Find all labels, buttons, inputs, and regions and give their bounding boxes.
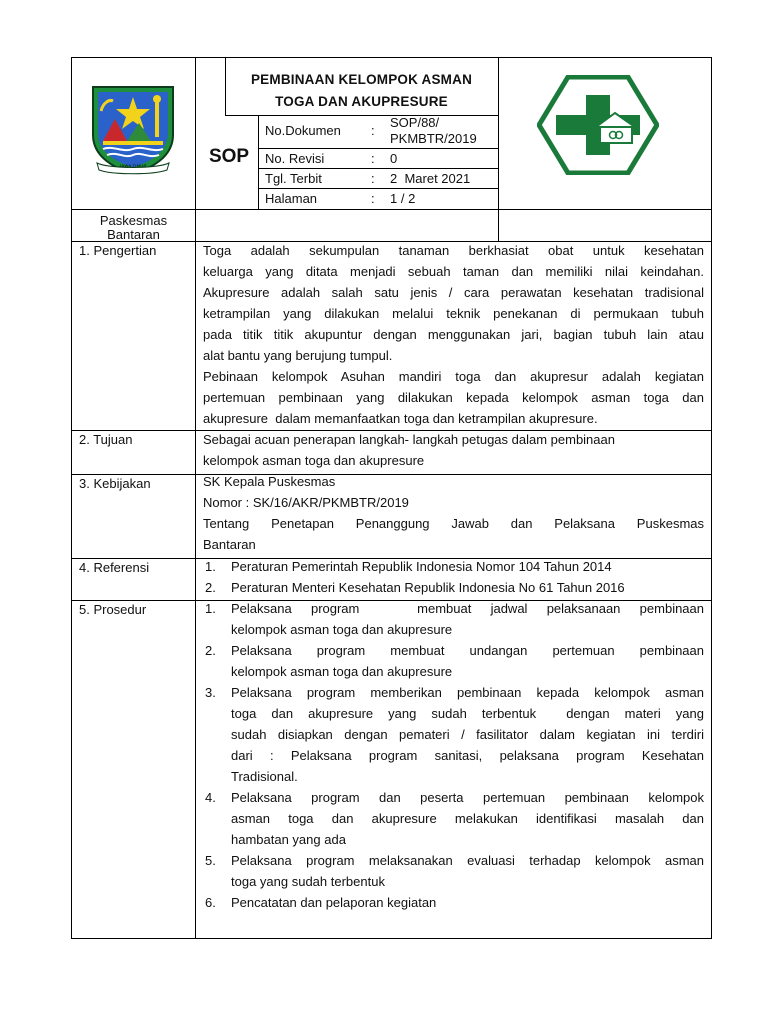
text-line: dari : Pelaksana program sanitasi, pelaksana program Kesehatan	[231, 748, 704, 763]
doc-number-label: No.Dokumen	[265, 123, 341, 138]
list-number: 1.	[205, 559, 216, 574]
list-number: 2.	[205, 643, 216, 658]
text-line: Toga adalah sekumpulan tanaman berkhasiat obat untuk kesehatan	[203, 243, 704, 258]
text-line: Peraturan Pemerintah Republik Indonesia Nomor 104 Tahun 2014	[231, 559, 612, 574]
text-line: sudah disiapkan dengan pemateri / fasilitator dalam kegiatan ini terdiri	[231, 727, 704, 742]
meta-row-divider	[258, 188, 498, 189]
text-line: toga dan akupresure yang sudah terbentuk dengan materi yang	[231, 706, 704, 721]
list-item	[203, 577, 704, 598]
org-name-line1: Paskesmas	[99, 213, 168, 228]
center-column-right	[498, 57, 499, 242]
text-line: Pelaksana program membuat jadwal pelaksanaan pembinaan	[231, 601, 704, 616]
text-line: asman toga dan akupresure melakukan identifikasi masalah dan	[231, 811, 704, 826]
section-body-tujuan	[203, 429, 704, 471]
text-line: Bantaran	[203, 537, 256, 552]
table-border-left	[71, 57, 72, 939]
text-line: Pelaksana program memberikan pembinaan kepada kelompok asman	[231, 685, 704, 700]
section-label-pengertian: 1. Pengertian	[79, 243, 157, 258]
emblem-banner-text: JAWA TIMUR	[119, 163, 147, 168]
table-border-bottom	[71, 938, 712, 939]
section-body-prosedur	[203, 598, 704, 913]
text-line: kelompok asman toga dan akupresure	[231, 664, 453, 679]
table-border-right	[711, 57, 712, 939]
list-number: 4.	[205, 790, 216, 805]
text-line: pertemuan pembinaan yang dilakukan kepada kelompok asman toga dan	[203, 390, 704, 405]
section-label-kebijakan: 3. Kebijakan	[79, 476, 151, 491]
text-line: ketrampilan yang dilakukan melalui teknik penekanan di permukaan tubuh	[203, 306, 704, 321]
revision-sep: :	[371, 151, 375, 166]
text-line: Pebinaan kelompok Asuhan mandiri toga dan akupresur adalah kegiatan	[203, 369, 704, 384]
list-item	[203, 682, 704, 787]
sop-label: SOP	[208, 146, 250, 167]
header-bottom-line	[71, 209, 712, 210]
list-number: 2.	[205, 580, 216, 595]
puskesmas-logo	[537, 75, 659, 175]
title-divider	[225, 115, 498, 116]
section-label-referensi: 4. Referensi	[79, 560, 150, 575]
doc-number-sep: :	[371, 123, 375, 138]
issue-date-sep: :	[371, 171, 375, 186]
text-line: toga yang sudah terbentuk	[231, 874, 385, 889]
text-line: pada titik titik akupuntur dengan menggunakan jari, bagian tubuh lain atau	[203, 327, 704, 342]
text-line: akupresure dalam memanfaatkan toga dan ketrampilan akupresure.	[203, 411, 598, 426]
section-label-prosedur: 5. Prosedur	[79, 602, 147, 617]
text-line: Pelaksana program membuat undangan pertemuan pembinaan	[231, 643, 704, 658]
text-line: kelompok asman toga dan akupresure	[203, 453, 425, 468]
list-item	[203, 598, 704, 640]
list-number: 3.	[205, 685, 216, 700]
list-number: 5.	[205, 853, 216, 868]
org-name-line2: Bantaran	[107, 227, 160, 242]
issue-date-value: 2 Maret 2021	[390, 171, 471, 186]
section-label-tujuan: 2. Tujuan	[79, 432, 133, 447]
text-line: Akupresure adalah salah satu jenis / cara perawatan kesehatan tradisional	[203, 285, 704, 300]
list-item	[203, 787, 704, 850]
page-sep: :	[371, 191, 375, 206]
section-body-referensi	[203, 556, 704, 598]
revision-label: No. Revisi	[265, 151, 325, 166]
logo-column-divider	[195, 57, 196, 939]
list-item	[203, 640, 704, 682]
meta-row-divider	[258, 148, 498, 149]
text-line: keluarga yang ditata menjadi sebuah taman dan memiliki nilai keindahan.	[203, 264, 704, 279]
list-item	[203, 892, 704, 913]
sop-label-divider	[258, 115, 259, 209]
text-line: Peraturan Menteri Kesehatan Republik Indonesia No 61 Tahun 2016	[231, 580, 625, 595]
section-body-pengertian	[203, 240, 704, 429]
list-item	[203, 850, 704, 892]
page-value: 1 / 2	[390, 191, 416, 206]
text-line: alat bantu yang berujung tumpul.	[203, 348, 393, 363]
meta-row-divider	[258, 168, 498, 169]
text-line: SK Kepala Puskesmas	[203, 474, 336, 489]
text-line: Nomor : SK/16/AKR/PKMBTR/2019	[203, 495, 409, 510]
page-label: Halaman	[265, 191, 318, 206]
list-number: 6.	[205, 895, 216, 910]
text-line: Pencatatan dan pelaporan kegiatan	[231, 895, 437, 910]
text-line: Tentang Penetapan Penanggung Jawab dan Pelaksana Puskesmas	[203, 516, 704, 531]
document-title-line1: PEMBINAAN KELOMPOK ASMAN	[250, 72, 473, 87]
document-title-line2: TOGA DAN AKUPRESURE	[275, 94, 448, 109]
revision-value: 0	[390, 151, 398, 166]
table-border-top	[71, 57, 712, 58]
text-line: kelompok asman toga dan akupresure	[231, 622, 453, 637]
text-line: Pelaksana program melaksanakan evaluasi terhadap kelompok asman	[231, 853, 704, 868]
doc-number-value-line1: SOP/88/	[390, 115, 440, 130]
text-line: hambatan yang ada	[231, 832, 346, 847]
section-body-kebijakan	[203, 471, 704, 555]
text-line: Sebagai acuan penerapan langkah- langkah petugas dalam pembinaan	[203, 432, 615, 447]
list-item	[203, 556, 704, 577]
issue-date-label: Tgl. Terbit	[265, 171, 322, 186]
doc-number-value-line2: PKMBTR/2019	[390, 131, 477, 146]
province-emblem	[89, 83, 177, 175]
list-number: 1.	[205, 601, 216, 616]
text-line: Tradisional.	[231, 769, 298, 784]
text-line: Pelaksana program dan peserta pertemuan pembinaan kelompok	[231, 790, 704, 805]
